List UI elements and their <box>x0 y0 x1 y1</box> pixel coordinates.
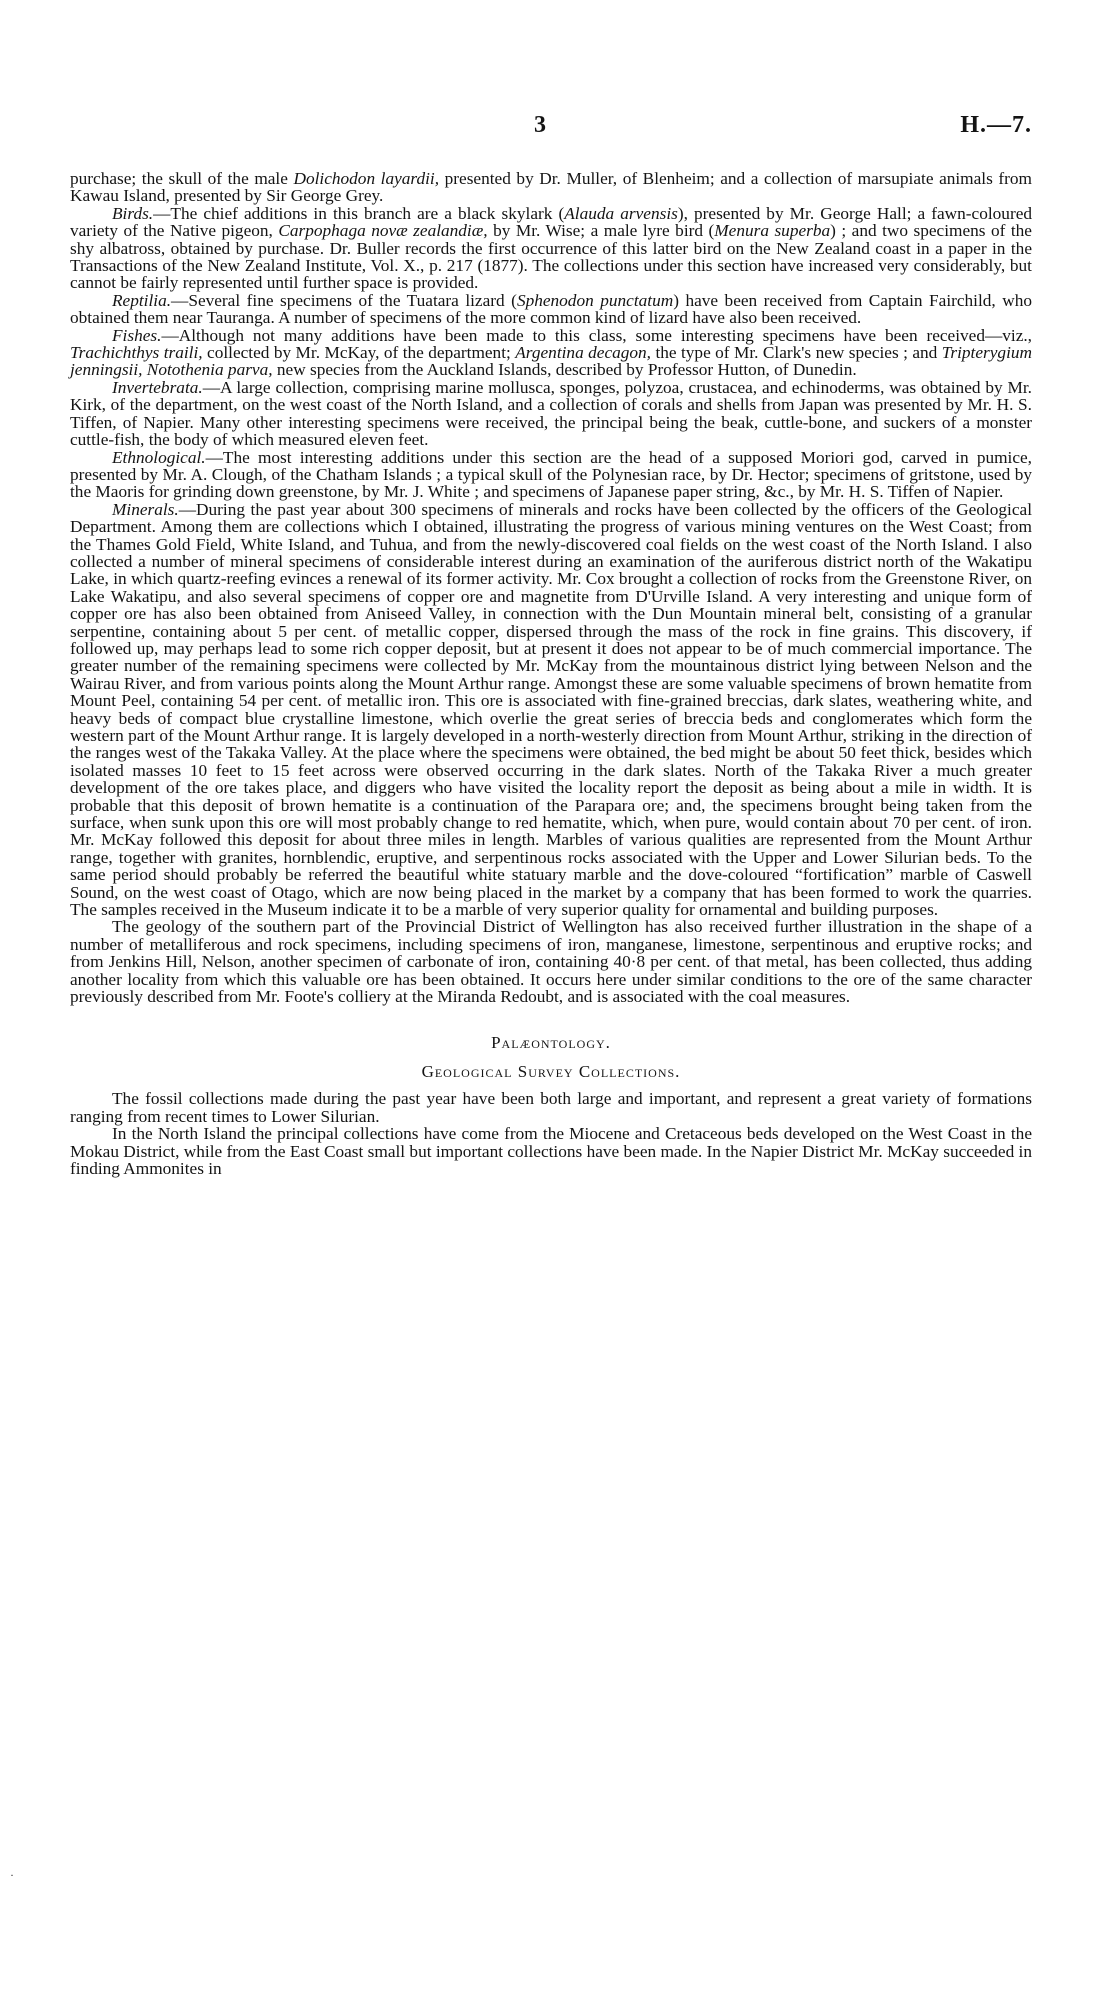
italic-run: Birds. <box>112 203 154 223</box>
text-run: the type of Mr. Clark's new species ; and <box>651 343 942 363</box>
paragraph <box>70 1090 1032 1125</box>
italic-run: Carpophaga novæ zealandiæ, <box>278 221 488 241</box>
paragraph <box>70 327 1032 379</box>
paragraph <box>70 918 1032 1005</box>
italic-run: Menura superba <box>714 221 831 241</box>
paragraph <box>70 292 1032 327</box>
text-run: ) have been received from Captain Fairchild, who obtained them near Tauranga. A number of specimens of the more common kind of lizard have also been received. <box>70 290 1033 328</box>
text-run: ) ; and two specimens of the shy albatross, obtained by purchase. Dr. Buller records the first occurrence of this latter bird on the New Zealand coast in a paper in the Transactions of the New Zealand Institute, Vol. X., p. 217 (1877). The collections under this section have increased very considerably, but cannot be fairly represented until further space is provided. <box>70 221 1032 293</box>
paragraph <box>70 379 1032 449</box>
text-run: ), presented by Mr. George Hall; a fawn-coloured variety of the Native pigeon, <box>70 203 1033 241</box>
italic-run: Fishes. <box>112 325 162 345</box>
text-run: —The chief additions in this branch are a black skylark ( <box>153 203 565 223</box>
text-run: In the North Island the principal collections have come from the Miocene and Cretaceous beds developed on the West Coast in the Mokau District, while from the East Coast small but important collections have been made. In the Napier District Mr. McKay succeeded in finding Ammonites in <box>70 1124 1032 1178</box>
paragraph-group-palaeontology <box>70 1090 1032 1177</box>
text-run: —A large collection, comprising marine mollusca, sponges, polyzoa, crustacea, and echinoderms, was obtained by Mr. Kirk, of the department, on the west coast of the North Island, and a collection of corals and shells from Japan was presented by Mr. H. S. Tiffen, of Napier. Many other interesting specimens were received, the principal being the beak, cuttle-bone, and suckers of a monster cuttle-fish, the body of which measured eleven feet. <box>70 377 1032 450</box>
italic-run: Alauda arvensis <box>564 203 678 223</box>
margin-mark: · <box>10 1868 14 1882</box>
italic-run: Minerals. <box>112 499 179 519</box>
paragraph <box>70 1125 1032 1177</box>
italic-run: Ethnological. <box>112 447 206 467</box>
italic-run: Tripterygium jenningsii, Notothenia parva, <box>70 343 1032 380</box>
paragraph-group-natural-history <box>70 170 1032 1006</box>
italic-run: Dolichodon layardii, <box>293 169 440 188</box>
paragraph <box>70 501 1032 919</box>
text-run: —Several fine specimens of the Tuatara lizard ( <box>171 290 517 310</box>
italic-run: Sphenodon punctatum <box>516 290 674 310</box>
text-run: collected by Mr. McKay, of the department; <box>202 343 516 363</box>
section-heading-palaeontology: Palæontology. <box>491 1032 611 1052</box>
text-run: The geology of the southern part of the Provincial District of Wellington has also received further illustration in the shape of a number of metalliferous and rock specimens, including specimens of iron, manganese, limestone, serpentinous and eruptive rocks; and from Jenkins Hill, Nelson, another specimen of carbonate of iron, containing 40·8 per cent. of that metal, has been collected, thus adding another locality from which this valuable ore has been obtained. It occurs here under similar conditions to the ore of the same character previously described from Mr. Foote's colliery at the Miranda Redoubt, and is associated with the coal measures. <box>70 917 1032 1007</box>
text-run: purchase; the skull of the male <box>70 169 294 188</box>
subsection-heading-geological-survey: Geological Survey Collections. <box>421 1061 681 1081</box>
paragraph <box>70 205 1032 292</box>
text-run: new species from the Auckland Islands, described by Professor Hutton, of Dunedin. <box>272 360 857 380</box>
paragraph <box>70 449 1032 501</box>
paragraph <box>70 170 1032 205</box>
page-number: 3 <box>534 112 546 138</box>
text-run: —During the past year about 300 specimens of minerals and rocks have been collected by the officers of the Geological Department. Among them are collections which I obtained, illustrating the progress of various mining ventures on the West Coast; from the Thames Gold Field, White Island, and Tuhua, and from the newly-discovered coal fields on the west coast of the North Island. I also collected a number of mineral specimens of considerable interest during an examination of the auriferous district north of the Wakatipu Lake, in which quartz-reefing evinces a renewal of its former activity. Mr. Cox brought a collection of rocks from the Greenstone River, on Lake Wakatipu, and also several specimens of copper ore and magnetite from D'Urville Island. A very interesting and unique form of copper ore has also been obtained from Aniseed Valley, in connection with the Dun Mountain mineral belt, consisting of a granular serpentine, containing about 5 per cent. of metallic copper, dispersed through the mass of the rock in fine grains. This discovery, if followed up, may perhaps lead to some rich copper deposit, but at present it does not appear to be of much commercial importance. The greater number of the remaining specimens were collected by Mr. McKay from the mountainous district lying between Nelson and the Wairau River, and from various points along the Mount Arthur range. Amongst these are some valuable specimens of brown hematite from Mount Peel, containing 54 per cent. of metallic iron. This ore is associated with fine-grained breccias, dark slates, weathering white, and heavy beds of compact blue crystalline limestone, which overlie the great series of breccia beds and conglomerates which form the western part of the Mount Arthur range. It is largely developed in a north-westerly direction from Mount Arthur, striking in the direction of the ranges west of the Takaka Valley. At the place where the specimens were obtained, the bed might be about 50 feet thick, besides which isolated masses 10 feet to 15 feet across were observed occurring in the dark slates. North of the Takaka River a much greater development of the ore takes place, and diggers who have visited the locality report the deposit as being about a mile in width. It is probable that this deposit of brown hematite is a continuation of the Parapara ore; and, the specimens brought being taken from the surface, when sunk upon this ore will most probably change to red hematite, which, when pure, would contain about 70 per cent. of iron. Mr. McKay followed this deposit for about three miles in length. Marbles of various qualities are represented from the Mount Arthur range, together with granites, hornblendic, eruptive, and serpentinous rocks associated with the Upper and Lower Silurian beds. To the same period should probably be referred the beautiful white statuary marble and the dove-coloured “fortification” marble of Caswell Sound, on the west coast of Otago, which are now being placed in the market by a company that has been formed to work the quarries. The samples received in the Museum indicate it to be a marble of very superior quality for ornamental and building purposes. <box>70 499 1032 920</box>
italic-run: Argentina decagon, <box>515 343 652 363</box>
text-run: —Although not many additions have been made to this class, some interesting specimens have been received—viz., <box>161 325 1032 345</box>
italic-run: Reptilia. <box>112 290 172 310</box>
document-reference: H.—7. <box>960 112 1032 138</box>
text-run: by Mr. Wise; a male lyre bird ( <box>487 221 715 241</box>
text-run: —The most interesting additions under this section are the head of a supposed Moriori god, carved in pumice, presented by Mr. A. Clough, of the Chatham Islands ; a typical skull of the Polynesian race, by Dr. Hector; specimens of gritstone, used by the Maoris for grinding down greenstone, by Mr. J. White ; and specimens of Japanese paper string, &c., by Mr. H. S. Tiffen of Napier. <box>70 447 1032 502</box>
text-run: presented by Dr. Muller, of Blenheim; and a collection of marsupiate animals from Kawau Island, presented by Sir George Grey. <box>70 169 1032 206</box>
text-run: The fossil collections made during the past year have been both large and important, and represent a great variety of formations ranging from recent times to Lower Silurian. <box>70 1089 1032 1126</box>
document-body <box>70 170 1032 1177</box>
italic-run: Invertebrata. <box>112 377 203 397</box>
italic-run: Trachichthys traili, <box>70 343 203 363</box>
